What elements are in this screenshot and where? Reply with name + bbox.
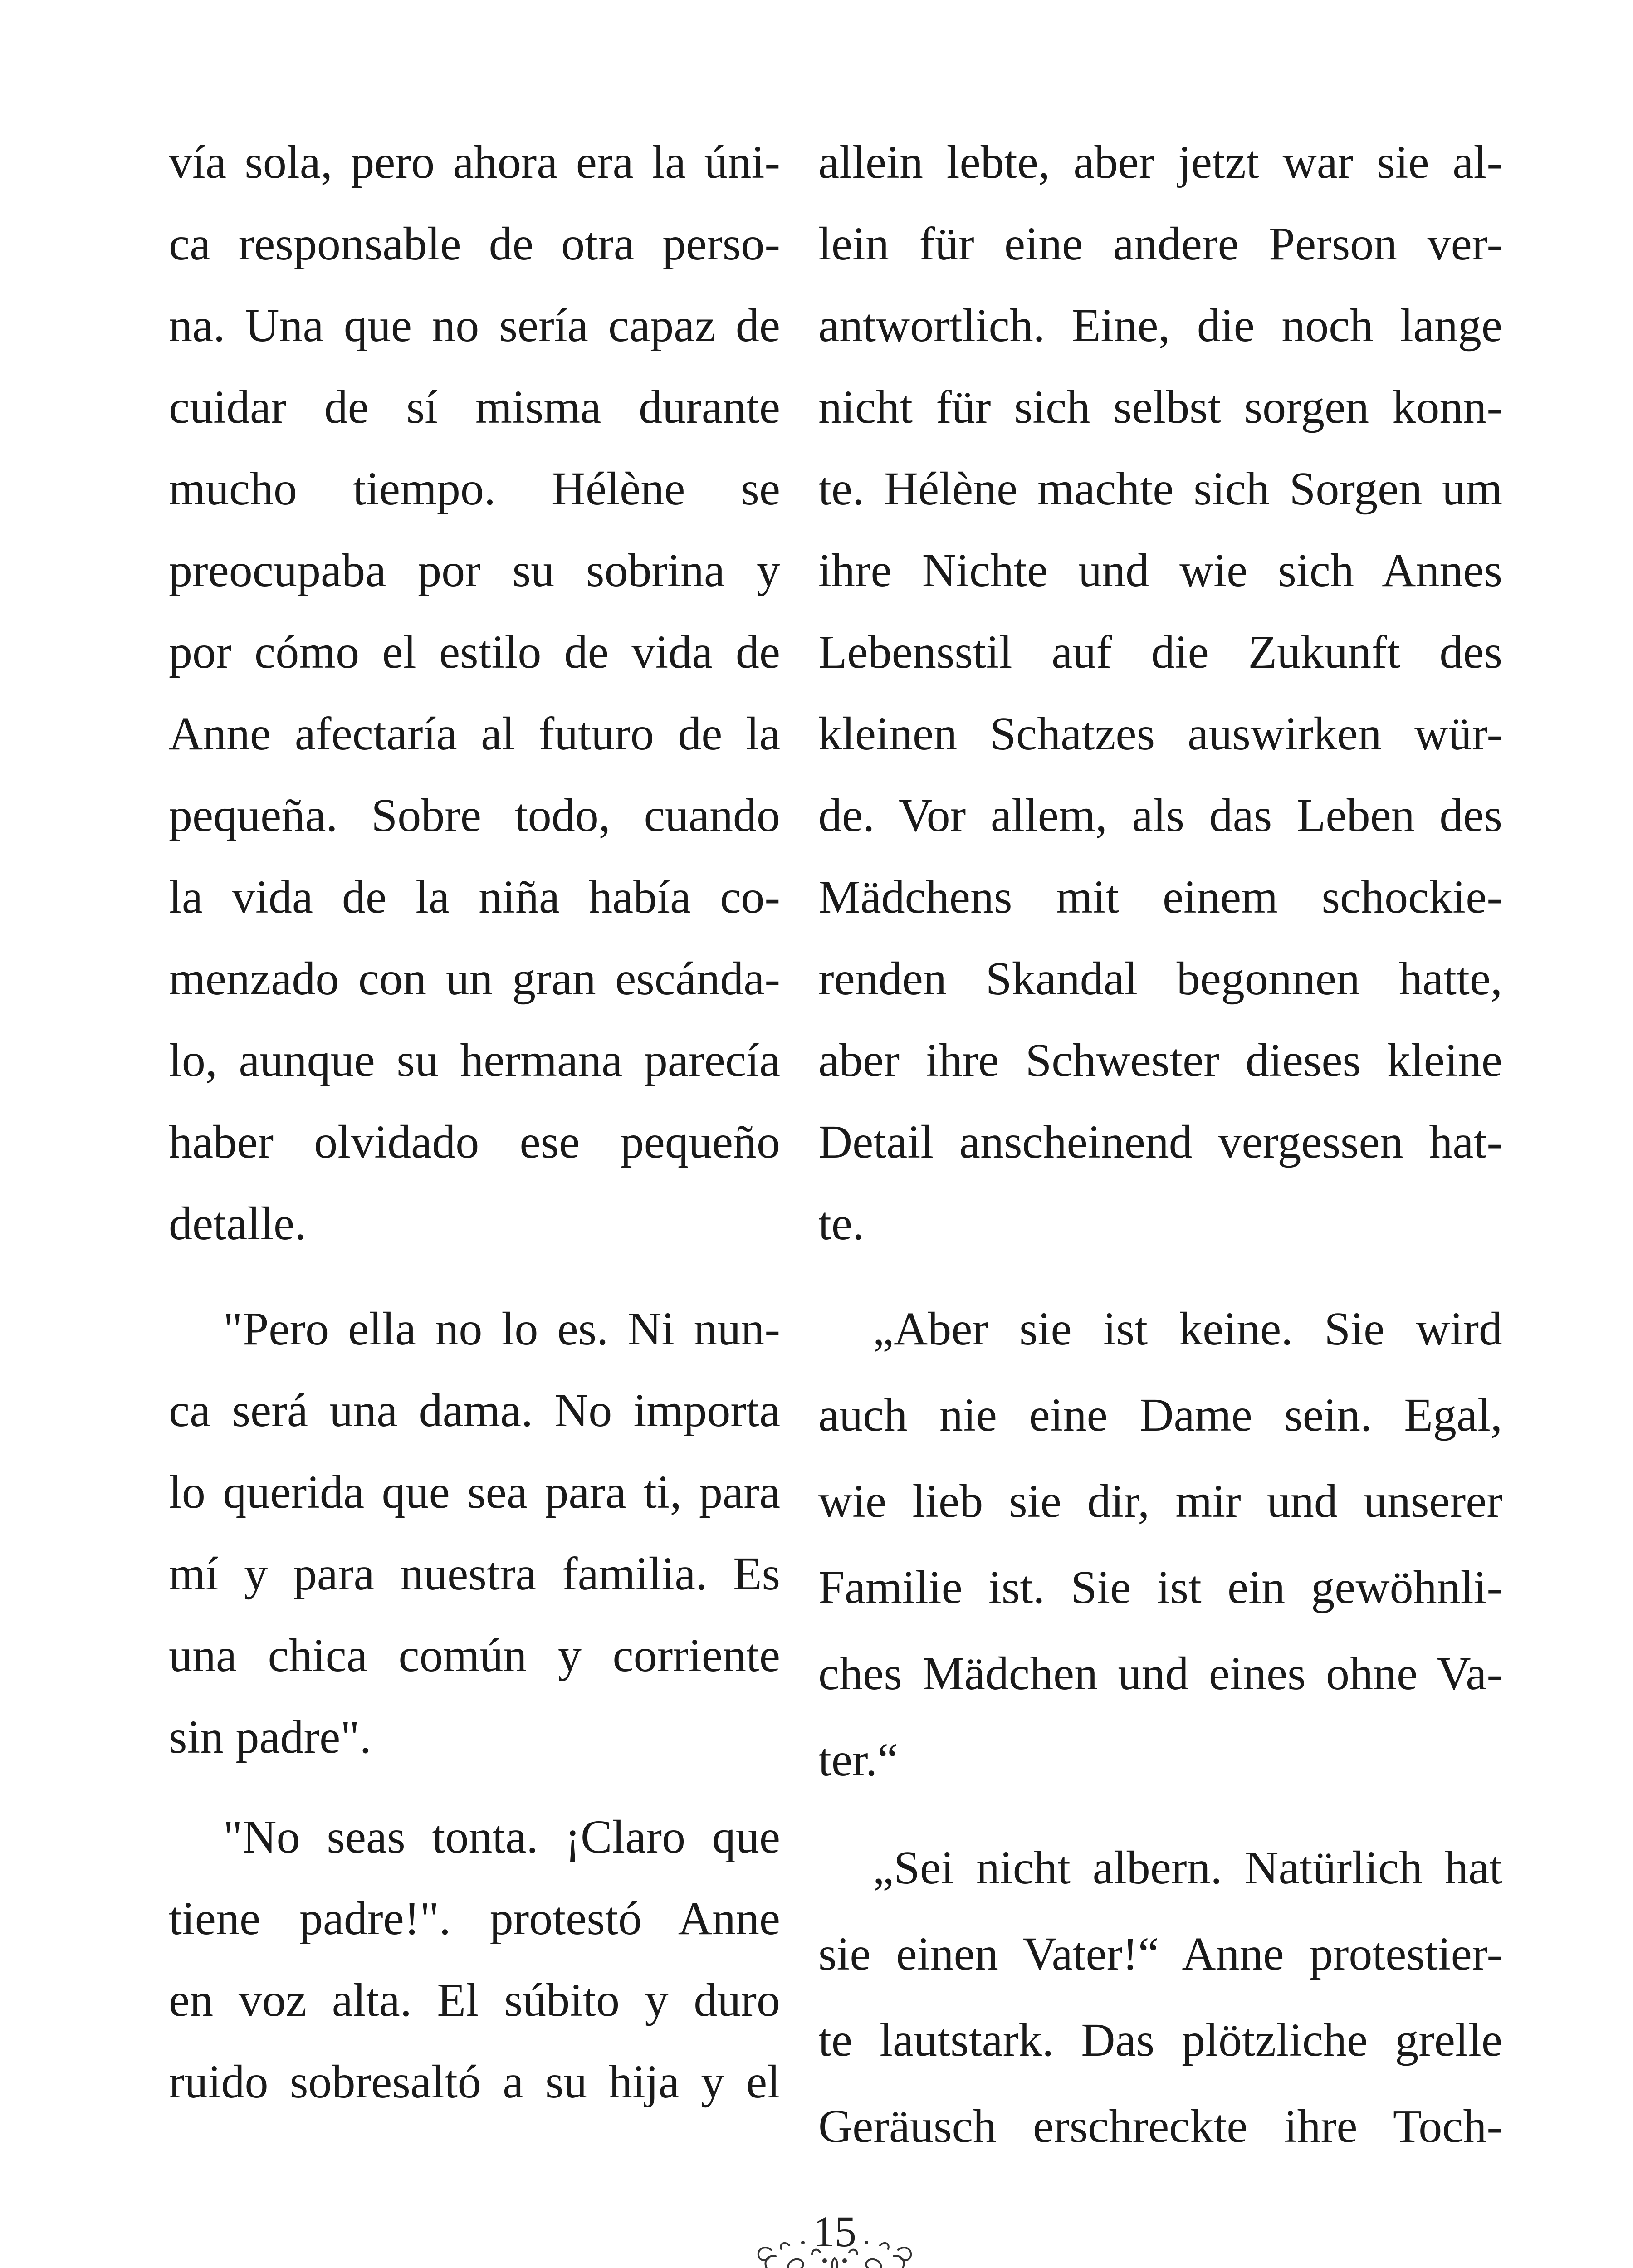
text-line: en voz alta. El súbito y duro [169, 1974, 780, 2026]
german-column [818, 122, 1502, 2172]
text-line: Detail anscheinend vergessen hat- [818, 1116, 1502, 1168]
text-line: renden Skandal begonnen hatte, [818, 953, 1502, 1005]
text-line: Lebensstil auf die Zukunft des [818, 626, 1502, 678]
spanish-paragraph-1 [169, 122, 780, 1265]
text-line: la vida de la niña había co- [169, 871, 780, 923]
text-line: wie lieb sie dir, mir und unserer [818, 1475, 1502, 1527]
text-line: ihre Nichte und wie sich Annes [818, 544, 1502, 596]
page-number: 15 [813, 2207, 856, 2256]
text-line: te. [818, 1198, 865, 1250]
german-paragraph-3 [818, 1827, 1502, 2172]
spanish-paragraph-2 [169, 1288, 780, 1778]
text-line: auch nie eine Dame sein. Egal, [818, 1389, 1502, 1441]
text-line: aber ihre Schwester dieses kleine [818, 1034, 1502, 1086]
text-line: "Pero ella no lo es. Ni nun- [223, 1303, 780, 1355]
page-footer [744, 2204, 925, 2268]
spanish-column [169, 122, 780, 2123]
text-line: vía sola, pero ahora era la úni- [169, 136, 780, 188]
text-line: pequeña. Sobre todo, cuando [169, 789, 780, 841]
text-line: ches Mädchen und eines ohne Va- [818, 1647, 1502, 1700]
text-line: ter.“ [818, 1734, 899, 1786]
text-line: Familie ist. Sie ist ein gewöhnli- [818, 1561, 1502, 1613]
text-line: menzado con un gran escánda- [169, 953, 780, 1005]
text-line: de. Vor allem, als das Leben des [818, 789, 1502, 841]
text-line: lo, aunque su hermana parecía [169, 1034, 780, 1086]
text-line: haber olvidado ese pequeño [169, 1116, 780, 1168]
text-line: detalle. [169, 1198, 307, 1250]
text-line: „Aber sie ist keine. Sie wird [873, 1303, 1502, 1355]
text-line: mí y para nuestra familia. Es [169, 1548, 780, 1600]
text-line: allein lebte, aber jetzt war sie al- [818, 136, 1502, 188]
text-line: te lautstark. Das plötzliche grelle [818, 2014, 1502, 2066]
text-line: Anne afectaría al futuro de la [169, 708, 780, 760]
text-line: na. Una que no sería capaz de [169, 299, 780, 352]
text-line: kleinen Schatzes auswirken wür- [818, 708, 1502, 760]
spanish-paragraph-3 [169, 1796, 780, 2123]
text-line: sie einen Vater!“ Anne protestier- [818, 1928, 1502, 1980]
text-line: mucho tiempo. Hélène se [169, 463, 780, 515]
text-line: cuidar de sí misma durante [169, 381, 780, 433]
text-line: lein für eine andere Person ver- [818, 218, 1502, 270]
text-line: "No seas tonta. ¡Claro que [223, 1811, 780, 1863]
text-line: una chica común y corriente [169, 1629, 780, 1681]
text-line: ca será una dama. No importa [169, 1384, 780, 1437]
text-line: nicht für sich selbst sorgen konn- [818, 381, 1502, 433]
text-line: lo querida que sea para ti, para [169, 1466, 780, 1518]
text-line: sin padre". [169, 1711, 372, 1763]
text-line: por cómo el estilo de vida de [169, 626, 780, 678]
text-line: antwortlich. Eine, die noch lange [818, 299, 1502, 352]
text-line: Mädchens mit einem schockie- [818, 871, 1502, 923]
text-line: ca responsable de otra perso- [169, 218, 780, 270]
german-paragraph-1 [818, 122, 1502, 1265]
german-paragraph-2 [818, 1288, 1502, 1805]
text-line: tiene padre!". protestó Anne [169, 1892, 780, 1945]
text-line: Geräusch erschreckte ihre Toch- [818, 2100, 1502, 2152]
text-line: te. Hélène machte sich Sorgen um [818, 463, 1502, 515]
text-line: preocupaba por su sobrina y [169, 544, 780, 596]
text-line: „Sei nicht albern. Natürlich hat [873, 1842, 1502, 1894]
text-line: ruido sobresaltó a su hija y el [169, 2056, 780, 2108]
